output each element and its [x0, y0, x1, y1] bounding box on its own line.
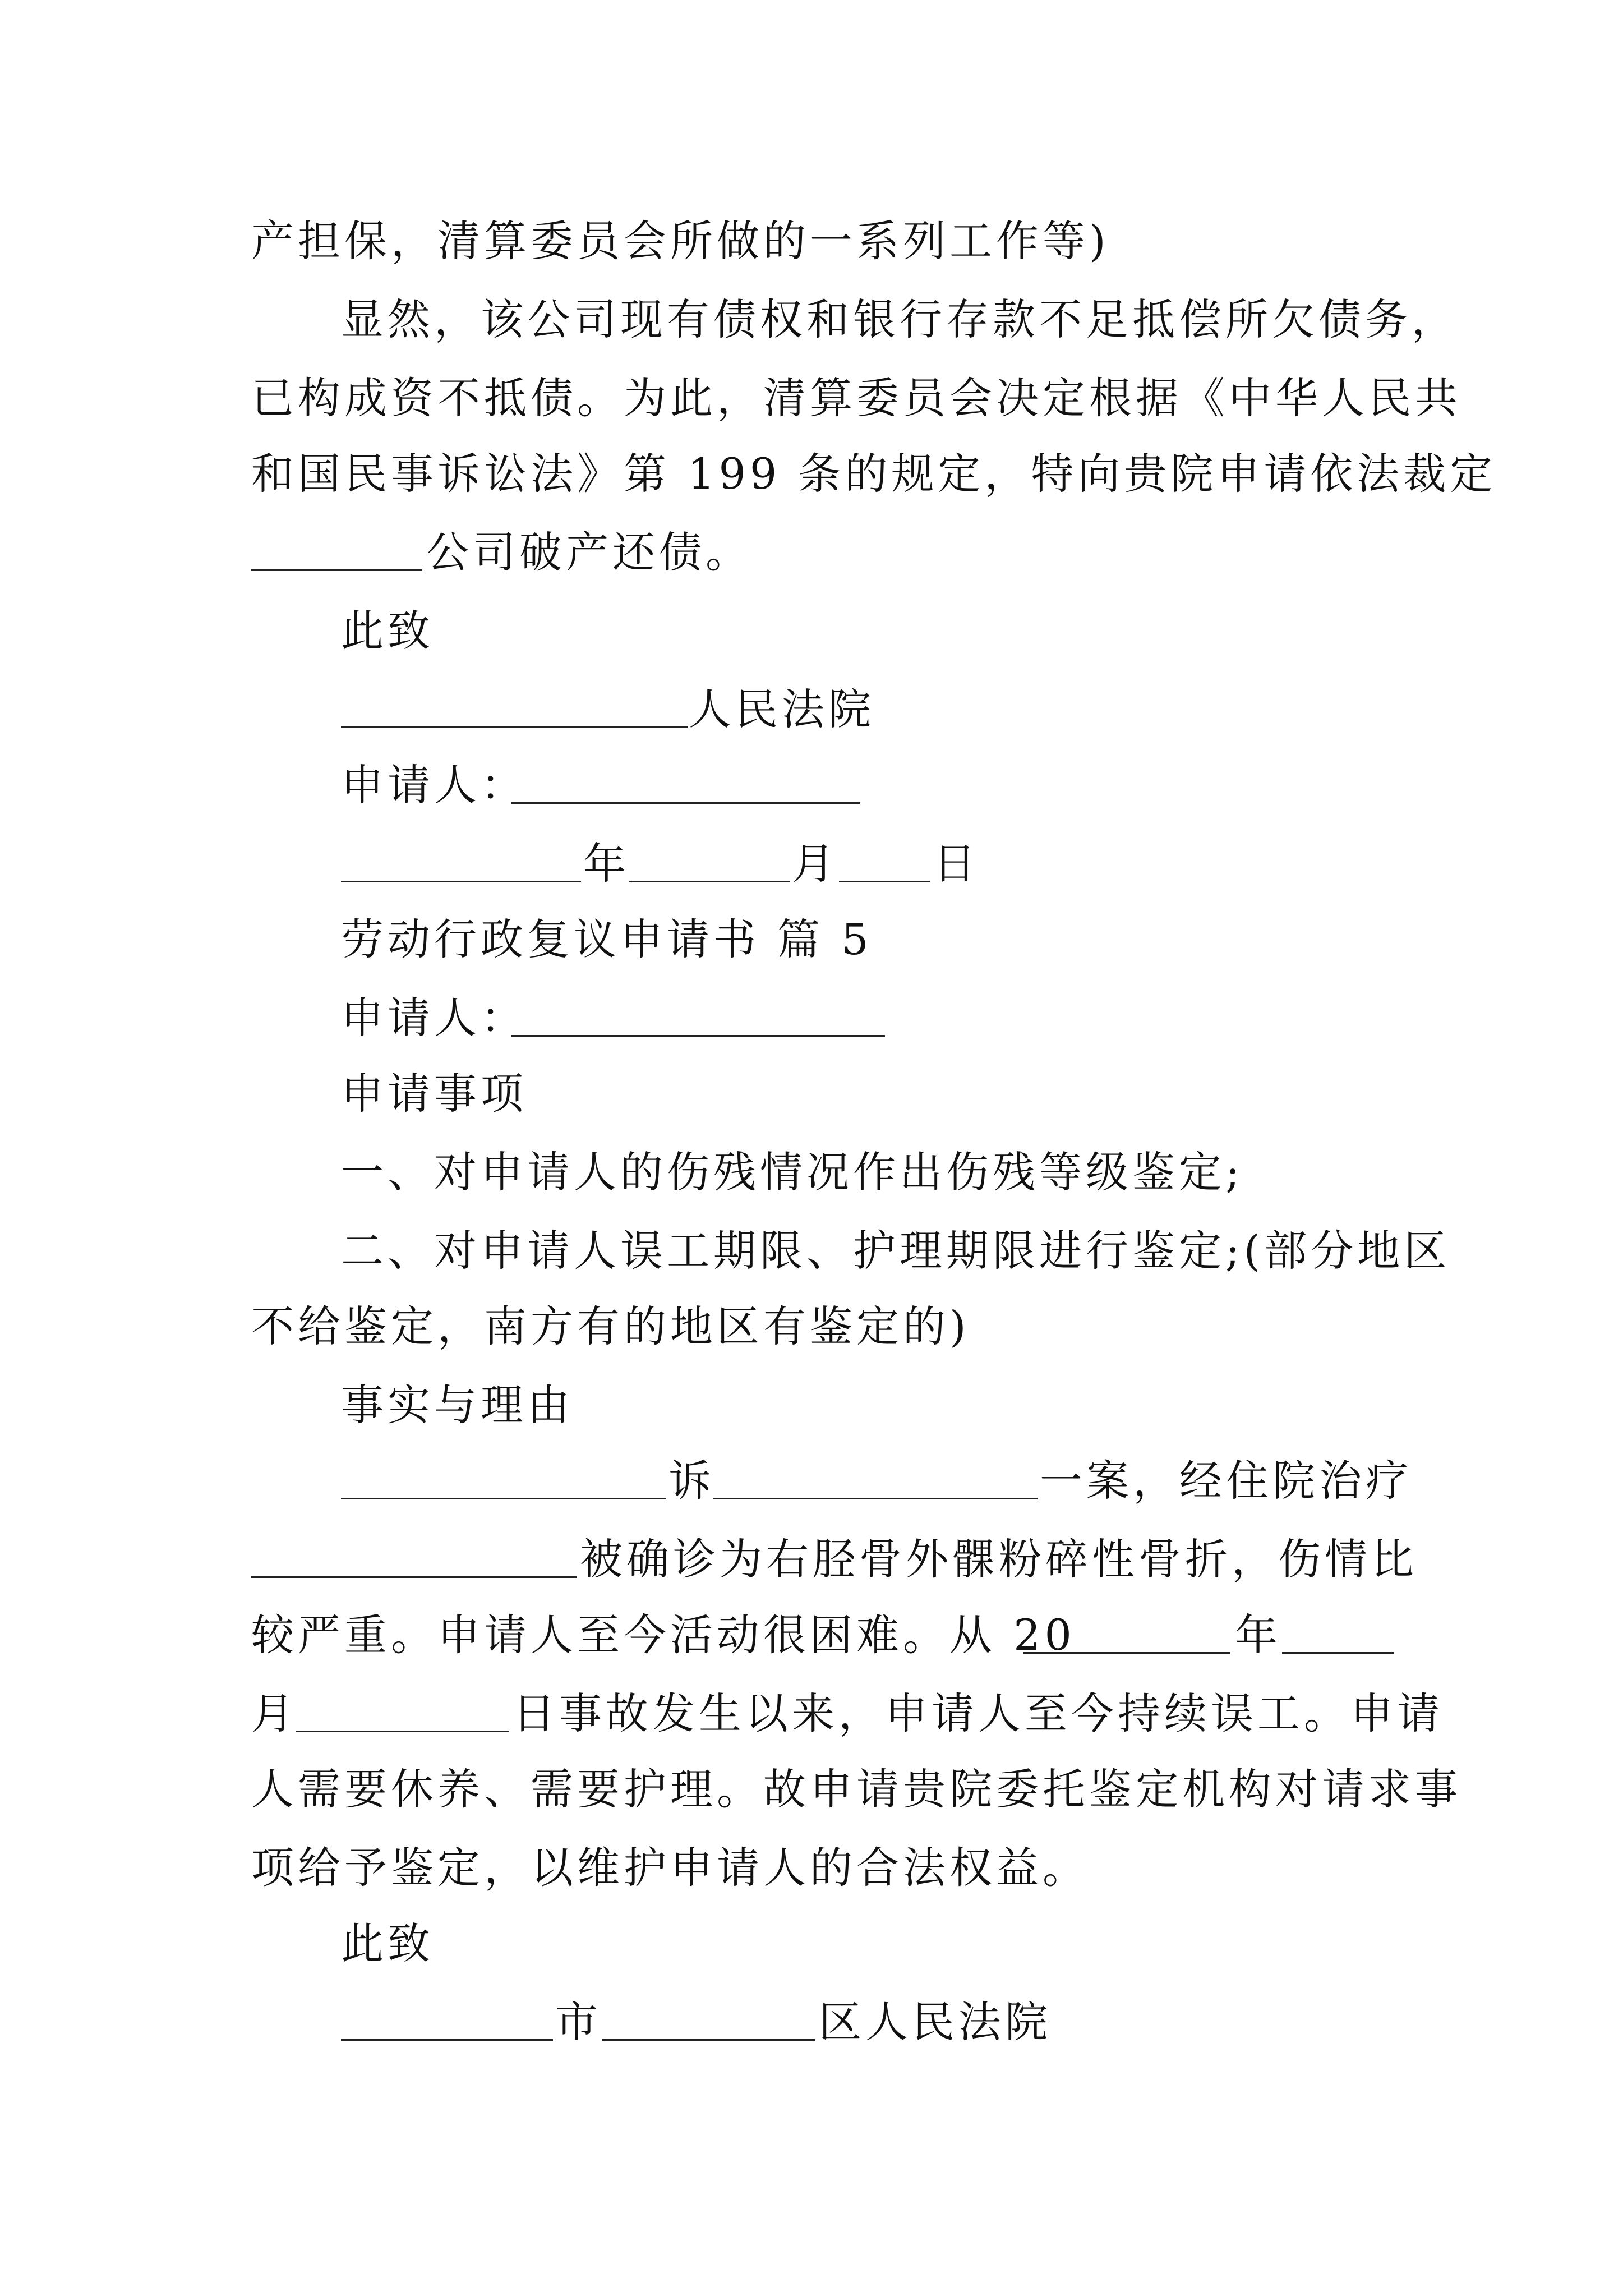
line-text: 此致 [341, 1918, 434, 1968]
addressee-line [0, 670, 1623, 749]
section-heading [0, 900, 1623, 979]
applicant-line [0, 979, 1623, 1057]
body-line [0, 1212, 1623, 1290]
fill-blank [251, 1576, 577, 1578]
body-line [0, 435, 1623, 513]
fill-blank [629, 881, 790, 882]
body-line [0, 202, 1623, 280]
line-text: 诉 [668, 1456, 715, 1506]
fill-blank [341, 726, 688, 728]
body-line [0, 513, 1623, 592]
line-text: 事实与理由 [341, 1380, 574, 1430]
subheading [0, 1055, 1623, 1133]
line-text: 人民法院 [689, 684, 875, 734]
line-text: 被确诊为右胫骨外髁粉碎性骨折，伤情比 [580, 1534, 1418, 1584]
body-line [0, 1442, 1623, 1520]
closing-salutation [0, 1904, 1623, 1983]
line-text: 申请人： [341, 993, 527, 1043]
line-text: 二、对申请人误工期限、护理期限进行鉴定;(部分地区 [341, 1226, 1451, 1276]
fill-blank [341, 881, 581, 882]
line-text: 申请人： [341, 760, 527, 810]
fill-blank [341, 2039, 553, 2041]
line-text: 产担保，清算委员会所做的一系列工作等) [251, 216, 1110, 266]
body-line [0, 359, 1623, 438]
fill-blank [296, 1731, 509, 1732]
line-text: 一、对申请人的伤残情况作出伤残等级鉴定; [341, 1147, 1244, 1197]
body-line [0, 1133, 1623, 1212]
line-text: 年 [583, 839, 630, 889]
body-line [0, 1750, 1623, 1829]
line-text: 日 [933, 839, 980, 889]
body-line [0, 1596, 1623, 1674]
line-text: 月 [792, 839, 838, 889]
fill-blank [839, 881, 930, 882]
body-line [0, 1520, 1623, 1599]
closing-salutation [0, 592, 1623, 670]
fill-blank [1023, 1652, 1230, 1654]
subheading [0, 1366, 1623, 1444]
fill-blank [511, 802, 860, 804]
fill-blank [713, 1498, 1038, 1499]
fill-blank [251, 569, 422, 571]
fill-blank [511, 1035, 885, 1037]
line-text: 年 [1235, 1610, 1281, 1660]
line-text: 不给鉴定，南方有的地区有鉴定的) [251, 1301, 970, 1351]
line-text: 公司破产还债。 [426, 527, 752, 577]
line-text: 申请事项 [341, 1069, 527, 1119]
date-line [0, 825, 1623, 903]
line-text: 已构成资不抵债。为此，清算委员会决定根据《中华人民共 [251, 373, 1461, 423]
fill-blank [341, 1498, 666, 1499]
body-line [0, 1287, 1623, 1366]
body-line [0, 1829, 1623, 1907]
line-text: 和国民事诉讼法》第 199 条的规定，特向贵院申请依法裁定 [251, 449, 1497, 499]
line-text: 显然，该公司现有债权和银行存款不足抵偿所欠债务， [341, 295, 1458, 344]
line-text: 项给予鉴定，以维护申请人的合法权益。 [251, 1843, 1089, 1893]
line-text: 此致 [341, 606, 434, 656]
fill-blank [602, 2039, 815, 2041]
line-text: 劳动行政复议申请书 篇 5 [341, 914, 873, 964]
fill-blank [1282, 1652, 1394, 1654]
line-text: 月 [251, 1688, 298, 1738]
line-text: 日事故发生以来，申请人至今持续误工。申请 [513, 1688, 1444, 1738]
line-text: 区人民法院 [819, 1997, 1052, 2047]
addressee-line [0, 1983, 1623, 2062]
line-text: 一案，经住院治疗 [1040, 1456, 1412, 1506]
body-line [0, 1674, 1623, 1753]
line-text: 较严重。申请人至今活动很困难。从 20 [251, 1610, 1076, 1660]
applicant-line [0, 746, 1623, 825]
line-text: 市 [555, 1997, 602, 2047]
line-text: 人需要休养、需要护理。故申请贵院委托鉴定机构对请求事 [251, 1764, 1461, 1814]
body-line [0, 280, 1623, 359]
